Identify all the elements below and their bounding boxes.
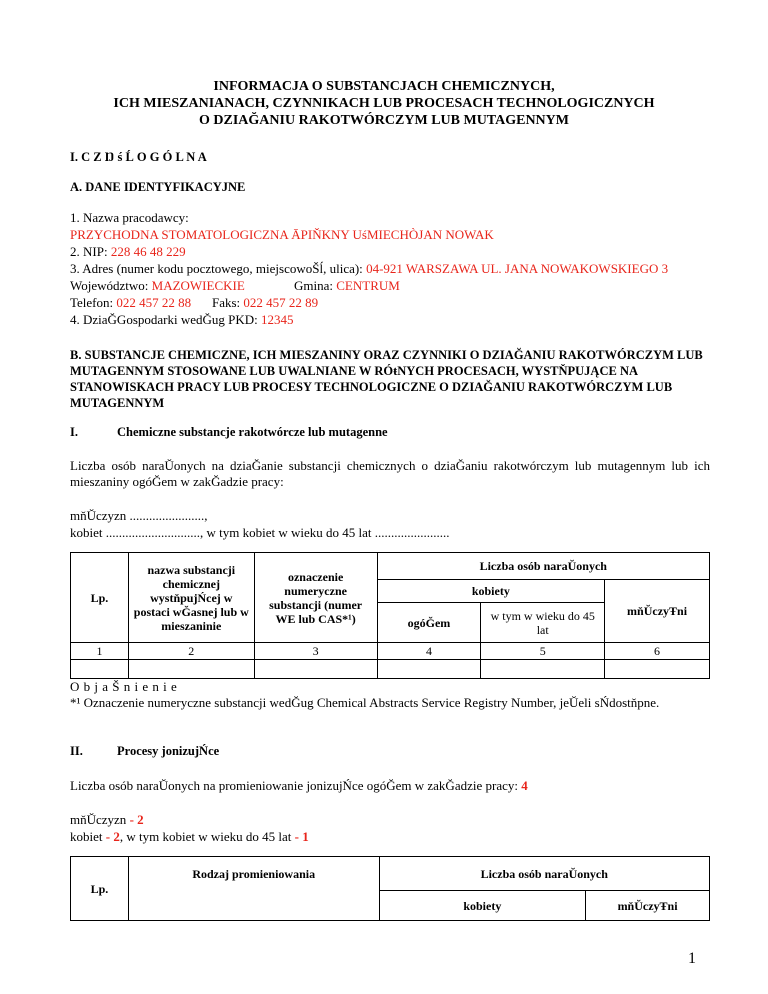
header-exposed-persons: Liczba osób naraŬonych (377, 553, 709, 580)
chemical-women-line: kobiet ............................., w tym kobiet w wieku do 45 lat ....................... (70, 525, 450, 540)
pkd-row (70, 312, 294, 328)
column-number-2: 2 (128, 643, 254, 660)
voivodeship-label: Województwo: (70, 278, 149, 293)
ionizing-count-value: 4 (521, 778, 528, 793)
radiation-header-type: Rodzaj promieniowania (128, 857, 379, 921)
explanation-text: *¹ Oznaczenie numeryczne substancji wedĞug Chemical Abstracts Service Registry Number, jeŬeli sŃdostňpne. (70, 695, 660, 710)
column-number-6: 6 (605, 643, 710, 660)
subsection-2-title: Procesy jonizujŃce (117, 744, 220, 758)
ionizing-women-label: kobiet (70, 829, 103, 844)
commune-row (294, 278, 400, 294)
ionizing-women-middle: , w tym kobiet w wieku do 45 lat (119, 829, 292, 844)
radiation-header-men: mňŬczyŦni (586, 891, 710, 921)
header-women: kobiety (377, 580, 605, 603)
table-empty-cell (254, 660, 377, 679)
nip-value: 228 46 48 229 (110, 244, 186, 259)
part-1-heading: I. C Z Ŋ ś Ĺ O G Ó L N A (70, 150, 207, 164)
explanation-heading: O b j a Š n i e n i e (70, 679, 178, 694)
subsection-2-number: II. (70, 744, 83, 758)
title-line-1: INFORMACJA O SUBSTANCJACH CHEMICZNYCH, (213, 79, 555, 94)
ionizing-count-label: Liczba osób naraŬonych na promieniowanie jonizujŃce ogóĞem w zakĞadzie pracy: (70, 778, 518, 793)
title-line-2: ICH MIESZANIANACH, CZYNNIKACH LUB PROCESACH TECHNOLOGICZNYCH (113, 96, 655, 111)
commune-value: CENTRUM (336, 278, 400, 293)
table-empty-cell (605, 660, 710, 679)
header-numeric-designation: oznaczenie numeryczne substancji (numer WE lub CAS*¹) (254, 553, 377, 643)
header-women-under-45: w tym w wieku do 45 lat (481, 603, 605, 643)
column-number-5: 5 (481, 643, 605, 660)
phone-value: 022 457 22 88 (116, 295, 192, 310)
ionizing-count-row (70, 778, 528, 794)
ionizing-women-under-45-value: - 1 (294, 829, 309, 844)
voivodeship-row (70, 278, 245, 294)
pkd-value: 12345 (261, 312, 294, 327)
header-substance-name: nazwa substancji chemicznej wystňpujŃcej w postaci wĞasnej lub w mieszaninie (128, 553, 254, 643)
column-number-4: 4 (377, 643, 481, 660)
chemical-count-text: Liczba osób naraŬonych na dziaĞanie substancji chemicznych o dziaĞaniu rakotwórczym lub mutagennym lub ich mieszaniny ogóĞem w zakĞadzie pracy: (70, 458, 710, 489)
ionizing-radiation-table (70, 856, 710, 921)
column-number-3: 3 (254, 643, 377, 660)
commune-label: Gmina: (294, 278, 333, 293)
ionizing-men-value: - 2 (129, 812, 144, 827)
address-label: 3. Adres (numer kodu pocztowego, miejscowoŠĺ, ulica): (70, 261, 363, 276)
chemical-substances-table (70, 552, 710, 679)
pkd-label: 4. DziaĞGospodarki wedĞug PKD: (70, 312, 258, 327)
table-empty-cell (377, 660, 481, 679)
address-value: 04-921 WARSZAWA UL. JANA NOWAKOWSKIEGO 3 (366, 261, 669, 276)
radiation-header-women: kobiety (379, 891, 586, 921)
voivodeship-value: MAZOWIECKIE (151, 278, 245, 293)
ionizing-men-label: mňŬczyzn (70, 812, 127, 827)
radiation-header-lp: Lp. (71, 857, 129, 921)
address-row (70, 261, 668, 277)
header-lp: Lp. (71, 553, 129, 643)
phone-row (70, 295, 191, 311)
header-women-total: ogóĞem (377, 603, 481, 643)
subsection-1-title: Chemiczne substancje rakotwórcze lub mutagenne (117, 425, 388, 439)
nip-label: 2. NIP: (70, 244, 108, 259)
ionizing-men-row (70, 812, 144, 828)
employer-name-value: PRZYCHODNA STOMATOLOGICZNA ĀPIŇKNY UśMIECHÒJAN NOWAK (70, 227, 494, 242)
table-empty-cell (128, 660, 254, 679)
phone-label: Telefon: (70, 295, 114, 310)
identification-heading: A. DANE IDENTYFIKACYJNE (70, 180, 246, 194)
table-empty-cell (481, 660, 605, 679)
column-number-1: 1 (71, 643, 129, 660)
header-men: mňŬczyŦni (605, 580, 710, 643)
fax-row (212, 295, 318, 311)
fax-label: Faks: (212, 295, 241, 310)
ionizing-women-row (70, 829, 309, 845)
chemical-men-line: mňŬczyzn ......................., (70, 508, 208, 523)
employer-name-label: 1. Nazwa pracodawcy: (70, 210, 189, 225)
subsection-1-number: I. (70, 425, 78, 439)
page-number: 1 (688, 950, 696, 967)
document-title (40, 78, 728, 129)
title-line-3: O DZIAĞANIU RAKOTWÓRCZYM LUB MUTAGENNYM (199, 113, 569, 128)
radiation-header-exposed-persons: Liczba osób naraŬonych (379, 857, 709, 891)
table-empty-cell (71, 660, 129, 679)
nip-row (70, 244, 186, 260)
ionizing-women-value: - 2 (105, 829, 120, 844)
fax-value: 022 457 22 89 (243, 295, 319, 310)
section-b-heading: B. SUBSTANCJE CHEMICZNE, ICH MIESZANINY ORAZ CZYNNIKI O DZIAĞANIU RAKOTWÓRCZYM LUB MUTAGENNYM STOSOWANE LUB UWALNIANE W RÓŧNYCH PROCESACH, WYSTŇPUJĄCE NA STANOWISKACH PRACY LUB PROCESY TECHNOLOGICZNE O DZIAĞANIU RAKOTWÓRCZYM LUB MUTAGENNYM (70, 348, 703, 410)
